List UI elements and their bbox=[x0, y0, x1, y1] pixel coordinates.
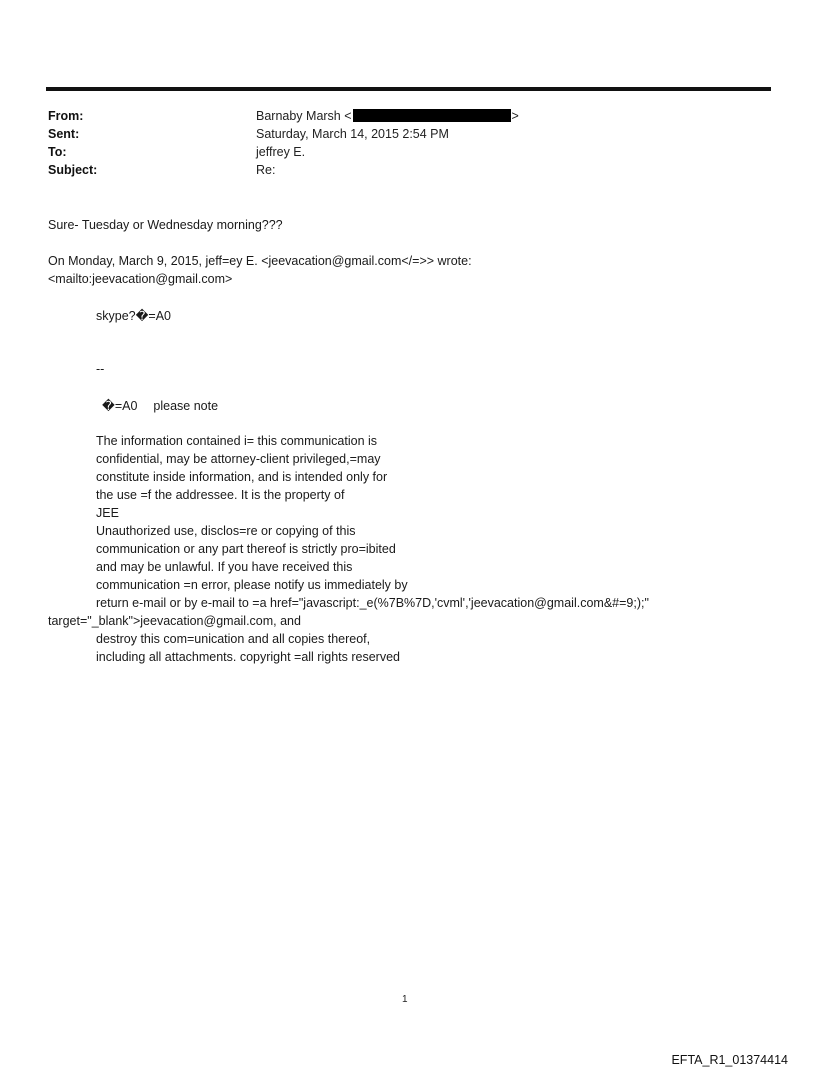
quote-mailto: <mailto:jeevacation@gmail.com> bbox=[48, 272, 233, 286]
quote-intro: On Monday, March 9, 2015, jeff=ey E. <jeevacation@gmail.com</=>> wrote: bbox=[48, 254, 472, 268]
disclaimer-wrap-line: target="_blank">jeevacation@gmail.com, and bbox=[48, 614, 301, 628]
subject-value: Re: bbox=[256, 163, 276, 177]
disclaimer-line: return e-mail or by e-mail to =a href="javascript:_e(%7B%7D,'cvml','jeevacation@gmail.com&#=9;);" bbox=[96, 596, 649, 610]
disclaimer-line: Unauthorized use, disclos=re or copying of this bbox=[96, 524, 356, 538]
disclaimer-line: destroy this com=unication and all copies thereof, bbox=[96, 632, 371, 646]
note-prefix: �=A0 bbox=[102, 399, 138, 413]
skype-line: skype?�=A0 bbox=[96, 309, 172, 323]
note-line bbox=[102, 397, 218, 415]
sender-name: Barnaby Marsh < bbox=[256, 109, 352, 123]
sender-close: > bbox=[511, 109, 519, 123]
to-label: To: bbox=[48, 145, 67, 159]
document-id: EFTA_R1_01374414 bbox=[671, 1053, 788, 1067]
subject-label: Subject: bbox=[48, 163, 98, 177]
sent-label: Sent: bbox=[48, 127, 80, 141]
disclaimer-line: The information contained i= this communication is bbox=[96, 434, 378, 448]
reply-text: Sure- Tuesday or Wednesday morning??? bbox=[48, 218, 283, 232]
disclaimer-line: and may be unlawful. If you have received this bbox=[96, 560, 353, 574]
disclaimer-line: including all attachments. copyright =all rights reserved bbox=[96, 650, 400, 664]
from-label: From: bbox=[48, 109, 84, 123]
disclaimer-line: communication =n error, please notify us immediately by bbox=[96, 578, 408, 592]
page-number: 1 bbox=[402, 994, 408, 1005]
signature-separator: -- bbox=[96, 362, 105, 376]
sent-value: Saturday, March 14, 2015 2:54 PM bbox=[256, 127, 449, 141]
disclaimer-line: JEE bbox=[96, 506, 119, 520]
to-value: jeffrey E. bbox=[256, 145, 306, 159]
disclaimer-line: constitute inside information, and is intended only for bbox=[96, 470, 388, 484]
disclaimer-line: the use =f the addressee. It is the property of bbox=[96, 488, 345, 502]
disclaimer-line: communication or any part thereof is strictly pro=ibited bbox=[96, 542, 396, 556]
redaction-bar bbox=[353, 109, 511, 122]
header-rule bbox=[46, 87, 771, 91]
from-value bbox=[256, 107, 519, 125]
disclaimer-line: confidential, may be attorney-client privileged,=may bbox=[96, 452, 381, 466]
note-text: please note bbox=[153, 399, 219, 413]
